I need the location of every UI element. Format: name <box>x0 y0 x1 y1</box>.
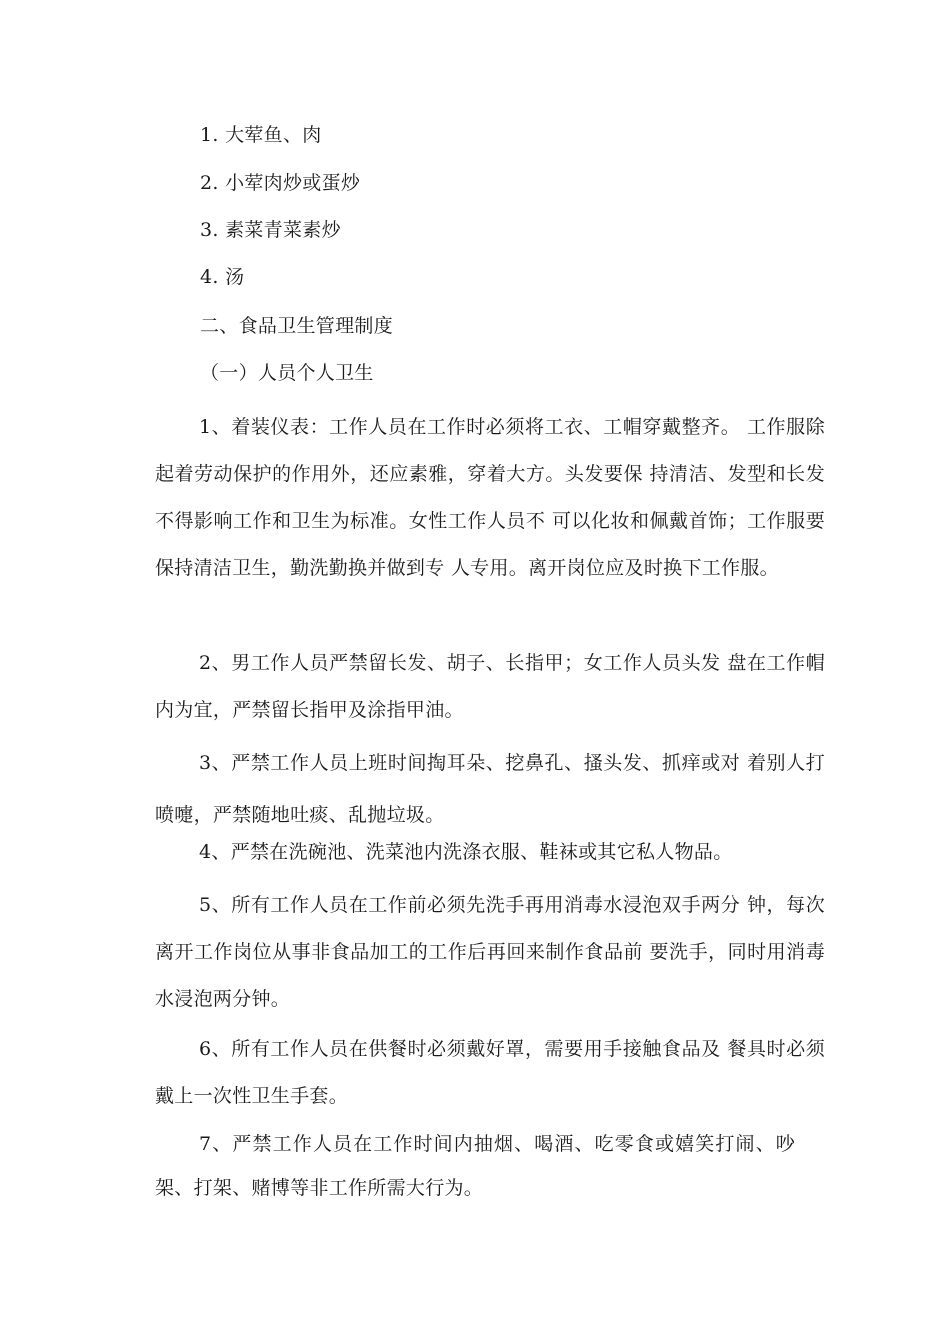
paragraph-6: 6、所有工作人员在供餐时必须戴好罩，需要用手接触食品及 餐具时必须戴上一次性卫生手套。 <box>155 1038 825 1107</box>
paragraph-7-block <box>155 1122 795 1210</box>
paragraph-4: 4、严禁在洗碗池、洗菜池内洗涤衣服、鞋袜或其它私人物品。 <box>199 841 733 863</box>
menu-item-3: 3. 素菜青菜素炒 <box>200 219 341 241</box>
section-title: 二、食品卫生管理制度 <box>200 315 394 337</box>
paragraph-6-block <box>155 1026 825 1120</box>
paragraph-3: 3、严禁工作人员上班时间掏耳朵、挖鼻孔、搔头发、抓痒或对 着别人打喷嚏，严禁随地吐痰、乱抛垃圾。 <box>155 752 825 826</box>
menu-item-4: 4. 汤 <box>200 266 245 288</box>
subsection-title: （一）人员个人卫生 <box>200 362 374 384</box>
paragraph-4-block <box>155 837 825 867</box>
paragraph-2-block <box>155 640 825 734</box>
menu-item-2: 2. 小荤肉炒或蛋炒 <box>200 172 361 194</box>
paragraph-5-block <box>155 882 825 1023</box>
menu-item-1: 1. 大荤鱼、肉 <box>200 124 322 146</box>
paragraph-5: 5、所有工作人员在工作前必须先洗手再用消毒水浸泡双手两分 钟，每次离开工作岗位从事非食品加工的工作后再回来制作食品前 要洗手，同时用消毒水浸泡两分钟。 <box>155 894 825 1010</box>
paragraph-3-block <box>155 737 825 841</box>
paragraph-1-block <box>155 404 825 592</box>
paragraph-2: 2、男工作人员严禁留长发、胡子、长指甲；女工作人员头发 盘在工作帽内为宜，严禁留长指甲及涂指甲油。 <box>155 652 825 721</box>
paragraph-1: 1、着装仪表：工作人员在工作时必须将工衣、工帽穿戴整齐。 工作服除起着劳动保护的作用外，还应素雅，穿着大方。头发要保 持清洁、发型和长发不得影响工作和卫生为标准。女性工作人员不 可以化妆和佩戴首饰；工作服要保持清洁卫生，勤洗勤换并做到专 人专用。离开岗位应及时换下工作服。 <box>155 416 825 579</box>
paragraph-7: 7、严禁工作人员在工作时间内抽烟、喝酒、吃零食或嬉笑打闹、吵架、打架、赌博等非工作所需大行为。 <box>155 1133 795 1199</box>
